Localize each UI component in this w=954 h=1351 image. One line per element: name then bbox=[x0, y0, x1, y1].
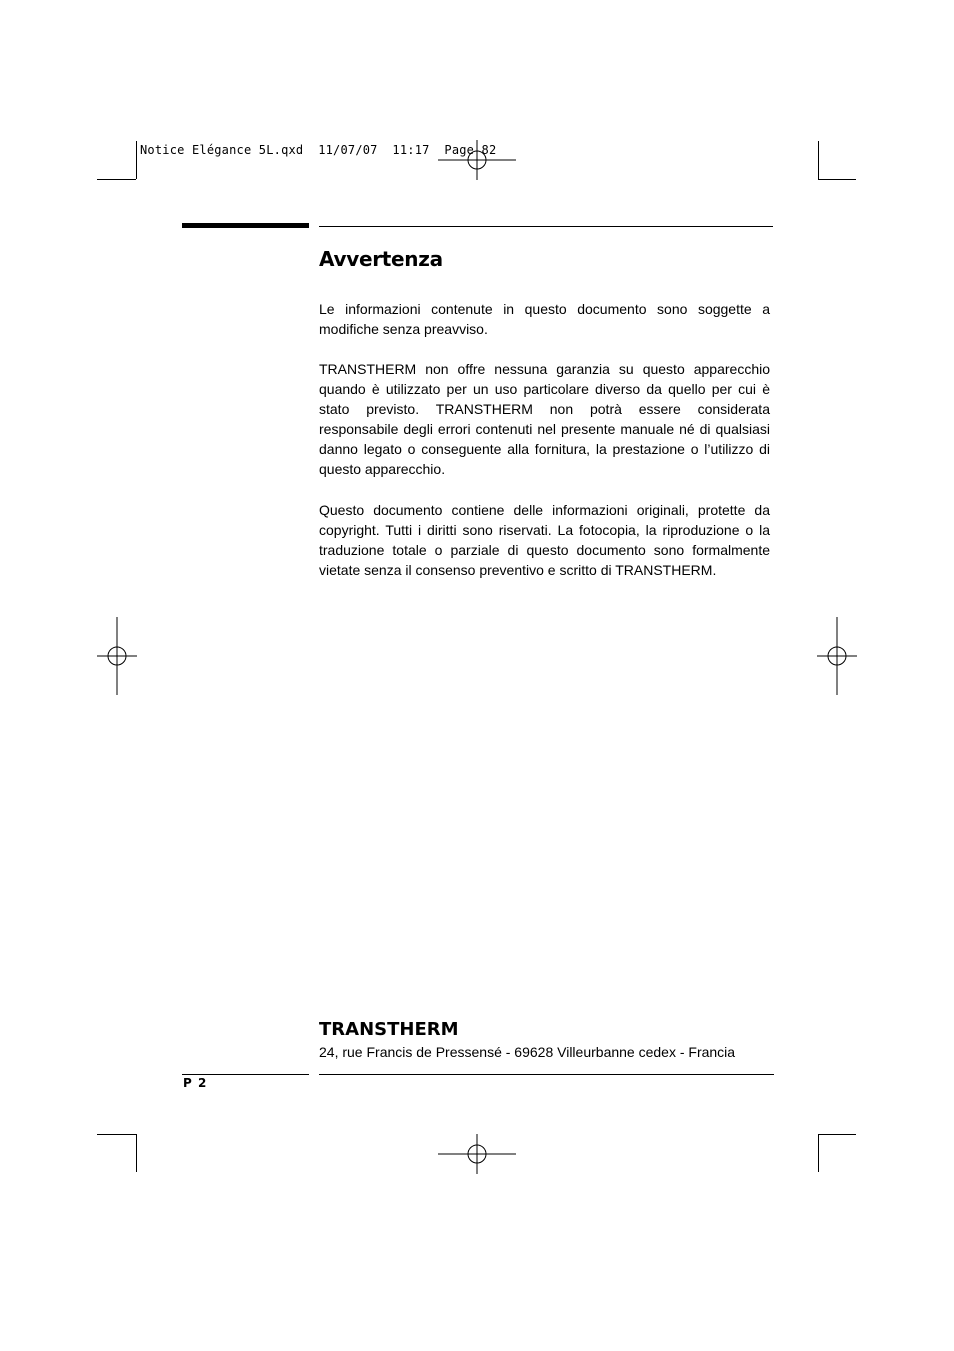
crop-mark-top-right-v bbox=[818, 141, 819, 179]
header-thin-rule bbox=[319, 226, 773, 227]
crop-mark-bottom-right-v bbox=[818, 1134, 819, 1172]
header-thick-rule bbox=[182, 223, 309, 228]
registration-mark-left-icon bbox=[97, 617, 137, 695]
crop-mark-top-left-h bbox=[97, 179, 136, 180]
company-address: 24, rue Francis de Pressensé - 69628 Villeurbanne cedex - Francia bbox=[319, 1044, 736, 1060]
registration-mark-right-icon bbox=[817, 617, 857, 695]
crop-mark-top-left-v bbox=[136, 141, 137, 179]
company-name: TRANSTHERM bbox=[319, 1019, 459, 1040]
paragraph-2: TRANSTHERM non offre nessuna garanzia su questo apparecchio quando è utilizzato per un uso particolare diverso da quello per cui è stato previsto. TRANSTHERM non potrà essere considerata responsabile degli errori contenuti nel presente manuale né di qualsiasi danno legato o conseguente alla fornitura, la prestazione o l’utilizzo di questo apparecchio. bbox=[319, 361, 770, 477]
print-slug: Notice Elégance 5L.qxd 11/07/07 11:17 Page 82 bbox=[140, 143, 497, 157]
footer-left-rule bbox=[182, 1074, 309, 1075]
registration-mark-top-icon bbox=[438, 140, 516, 180]
registration-mark-bottom-icon bbox=[438, 1134, 516, 1174]
paragraph-3: Questo documento contiene delle informazioni originali, protette da copyright. Tutti i diritti sono riservati. La fotocopia, la riproduzione o la traduzione totale o parziale di questo documento sono formalmente vietate senza il consenso preventivo e scritto di TRANSTHERM. bbox=[319, 502, 770, 578]
crop-mark-bottom-left-h bbox=[97, 1134, 136, 1135]
footer-right-rule bbox=[319, 1074, 774, 1075]
crop-mark-bottom-left-v bbox=[136, 1134, 137, 1172]
section-title: Avvertenza bbox=[319, 247, 443, 271]
crop-mark-bottom-right-h bbox=[818, 1134, 856, 1135]
page-number: P 2 bbox=[183, 1076, 208, 1090]
crop-mark-top-right-h bbox=[818, 179, 856, 180]
paragraph-1: Le informazioni contenute in questo documento sono soggette a modifiche senza preavviso. bbox=[319, 301, 770, 337]
